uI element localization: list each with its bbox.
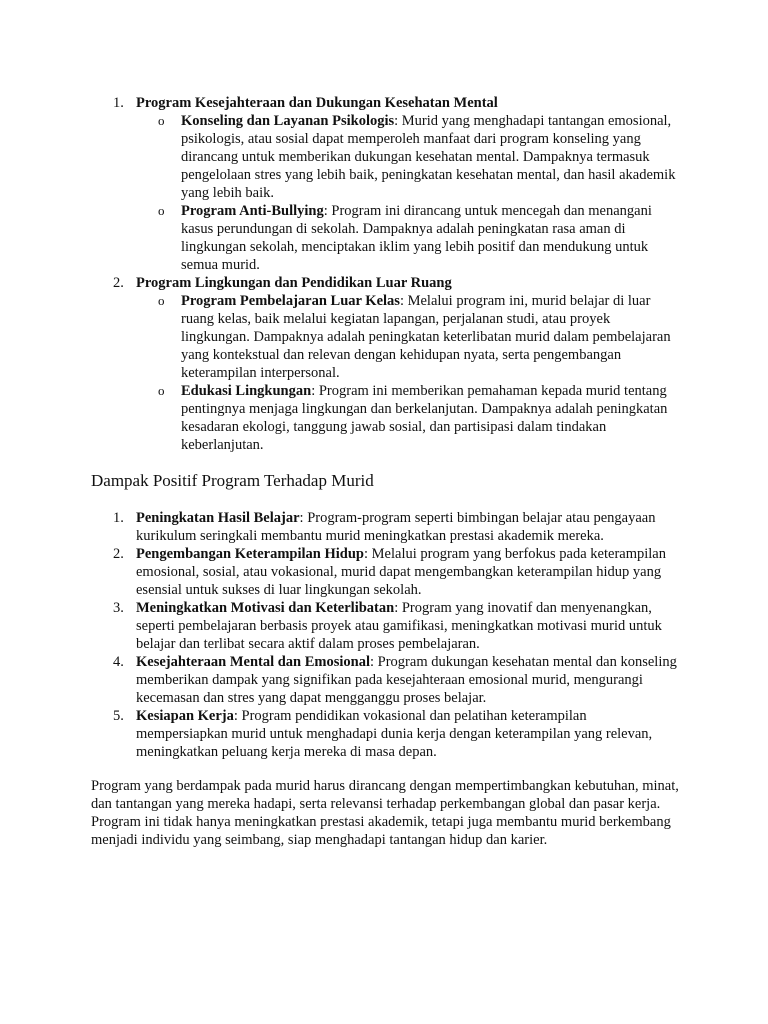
item-text: : Program ini memberikan pemahaman kepada murid tentang pentingnya menjaga lingkungan dan berkelanjutan. Dampaknya adalah peningkatan kesadaran ekologi, tanggung jawab sosial, dan partisipasi dalam tindakan keberlanjutan. [181, 383, 668, 453]
list-number: 4. [113, 654, 124, 670]
sub-list-item [0, 202, 768, 274]
list-number: 1. [113, 95, 124, 111]
program-title: Program Kesejahteraan dan Dukungan Kesehatan Mental [136, 95, 498, 111]
item-title: Program Pembelajaran Luar Kelas [181, 293, 400, 309]
item-text: : Program ini dirancang untuk mencegah dan menangani kasus perundungan di sekolah. Dampaknya adalah peningkatan rasa aman di lingkungan sekolah, menciptakan iklim yang lebih positif dan mendukung untuk semua murid. [181, 203, 652, 273]
program-item [0, 274, 768, 292]
item-text: : Program-program seperti bimbingan belajar atau pengayaan kurikulum seringkali membantu murid meningkatkan prestasi akademik mereka. [136, 510, 656, 544]
item-title: Konseling dan Layanan Psikologis [181, 113, 395, 129]
program-title: Program Lingkungan dan Pendidikan Luar Ruang [136, 275, 452, 291]
circle-bullet: o [158, 203, 165, 218]
section-heading: Dampak Positif Program Terhadap Murid [91, 471, 374, 490]
list-number: 2. [113, 275, 124, 291]
impact-item [0, 509, 768, 545]
item-text: : Program dukungan kesehatan mental dan konseling memberikan dampak yang signifikan pada kesejahteraan emosional murid, mengurangi kecemasan dan stres yang dapat mengganggu proses belajar. [136, 654, 677, 706]
item-text: : Program yang inovatif dan menyenangkan, seperti pembelajaran berbasis proyek atau gamifikasi, meningkatkan motivasi murid untuk belajar dan terlibat secara aktif dalam proses pembelajaran. [136, 600, 662, 652]
sub-list-item [0, 382, 768, 454]
item-text: : Murid yang menghadapi tantangan emosional, psikologis, atau sosial dapat memperoleh manfaat dari program konseling yang dirancang untuk memberikan dukungan kesehatan mental. Dampaknya termasuk pengelolaan stres yang lebih baik, peningkatan kesehatan mental, dan hasil akademik yang lebih baik. [181, 113, 676, 201]
sub-list-item [0, 292, 768, 382]
impact-item [0, 653, 768, 707]
impact-item [0, 707, 768, 761]
circle-bullet: o [158, 383, 165, 398]
program-list [0, 94, 768, 454]
item-title: Edukasi Lingkungan [181, 383, 312, 399]
item-text: : Melalui program yang berfokus pada keterampilan emosional, sosial, atau vokasional, murid dapat mengembangkan keterampilan hidup yang esensial untuk sukses di luar lingkungan sekolah. [136, 546, 666, 598]
program-item [0, 94, 768, 112]
impact-list [0, 509, 768, 761]
item-title: Program Anti-Bullying [181, 203, 324, 219]
item-title: Meningkatkan Motivasi dan Keterlibatan [136, 600, 395, 616]
list-number: 1. [113, 510, 124, 526]
item-text: : Melalui program ini, murid belajar di luar ruang kelas, baik melalui kegiatan lapangan, perjalanan studi, atau proyek lingkungan. Dampaknya adalah peningkatan keterlibatan murid dalam pembelajaran yang kontekstual dan relevan dengan kehidupan nyata, serta pengembangan keterampilan interpersonal. [181, 293, 671, 381]
closing-paragraph: Program yang berdampak pada murid harus dirancang dengan mempertimbangkan kebutuhan, minat, dan tantangan yang mereka hadapi, serta relevansi terhadap perkembangan global dan pasar kerja. Program ini tidak hanya meningkatkan prestasi akademik, tetapi juga membantu murid berkembang menjadi individu yang seimbang, siap menghadapi tantangan hidup dan karier. [91, 778, 679, 848]
item-title: Pengembangan Keterampilan Hidup [136, 546, 364, 562]
item-title: Kesejahteraan Mental dan Emosional [136, 654, 371, 670]
list-number: 3. [113, 600, 124, 616]
item-text: : Program pendidikan vokasional dan pelatihan keterampilan mempersiapkan murid untuk menghadapi dunia kerja dengan keterampilan yang relevan, meningkatkan peluang kerja mereka di masa depan. [136, 708, 653, 760]
circle-bullet: o [158, 113, 165, 128]
item-title: Kesiapan Kerja [136, 708, 234, 724]
list-number: 2. [113, 546, 124, 562]
list-number: 5. [113, 708, 124, 724]
impact-item [0, 599, 768, 653]
item-title: Peningkatan Hasil Belajar [136, 510, 300, 526]
impact-item [0, 545, 768, 599]
circle-bullet: o [158, 293, 165, 308]
sub-list-item [0, 112, 768, 202]
